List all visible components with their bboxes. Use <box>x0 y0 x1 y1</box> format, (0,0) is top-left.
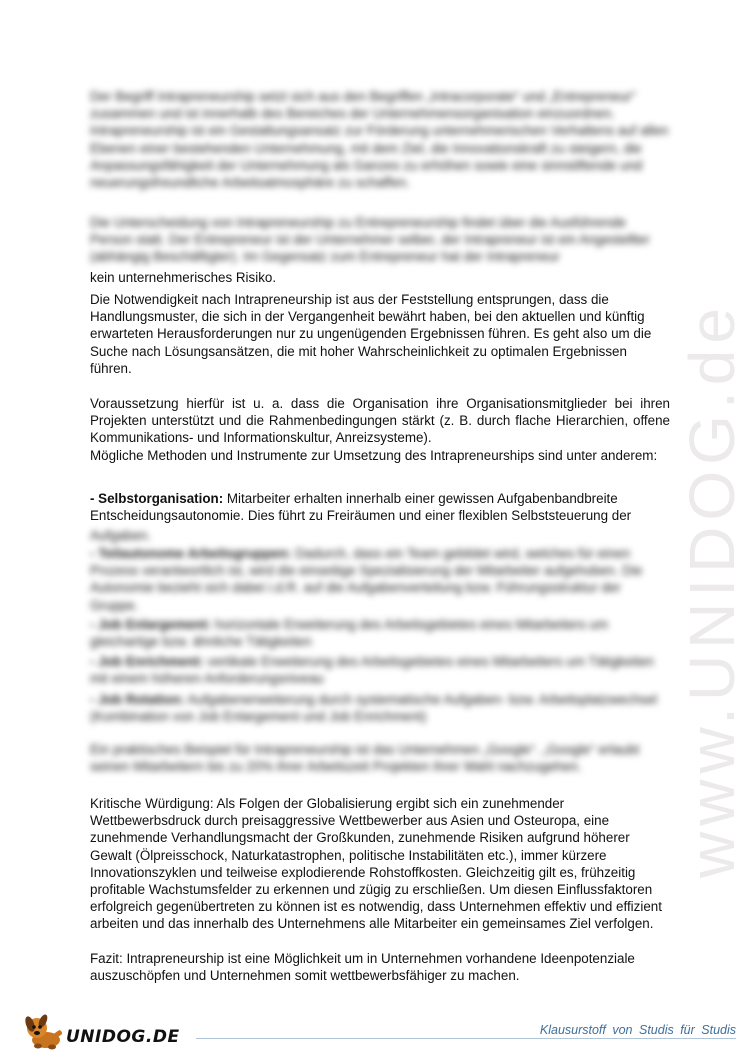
method-item <box>90 653 670 687</box>
footer-tagline: Klausurstoff von Studis für Studis <box>539 1023 736 1037</box>
distinction-paragraph: Die Unterscheidung von Intrapreneurship zu Entrepreneurship findet über die Ausführende Person statt. Der Entrepreneur ist der Unternehmer selber, der Intrapreneur ist ein Angestellter (abhängig Beschäftigter). Im Gegensatz zum Entrepreneur hat der Intrapreneur <box>90 215 650 265</box>
self-organisation-item <box>90 490 670 524</box>
unidog-logo[interactable] <box>22 1010 180 1050</box>
watermark: www.UNIDOG.de <box>676 302 748 878</box>
method-text: horizontale Erweiterung des Arbeitsgebietes eines Mitarbeiters um gleichartige bzw. ähnliche Tätigkeiten <box>90 617 608 650</box>
method-text: vertikale Erweiterung des Arbeitsgebietes eines Mitarbeiters um Tätigkeiten mit einem höheren Anforderungsniveau <box>90 654 654 687</box>
method-label: - Job Rotation: <box>90 692 185 707</box>
self-organisation-text: Mitarbeiter erhalten innerhalb einer gewissen Aufgabenbandbreite Entscheidungsautonomie. Dies führt zu Freiräumen und einer flexiblen Selbststeuerung der <box>90 491 632 524</box>
dog-mascot-icon <box>22 1010 68 1050</box>
method-item <box>90 616 670 650</box>
intro-paragraph: Der Begriff Intrapreneurship setzt sich aus den Begriffen „Intracorporate“ und „Entrepreneur“ zusammen und ist innerhalb des Bereiches der Unternehmensorganisation einzuordnen. Intrapreneurship ist ein Gestaltungsansatz zur Förderung unternehmerischen Verhaltens auf allen Ebenen einer bestehenden Unternehmung, mit dem Ziel, die Innovationskraft zu steigern, die Anpassungsfähigkeit der Unternehmung als Ganzes zu erhöhen sowie eine sinnstiftende und neuerungsfreundliche Arbeitsatmosphäre zu schaffen. <box>90 89 669 191</box>
prerequisite-paragraph: Voraussetzung hierfür ist u. a. dass die Organisation ihre Organisationsmitglieder bei ihren Projekten unterstützt und die Rahmenbedingungen stärkt (z. B. durch flache Hierarchien, offene Kommunikations- und Informationskultur, Anreizsysteme). <box>90 396 670 446</box>
logo-text: UNIDOG.DE <box>66 1027 180 1047</box>
method-text: Dadurch, dass ein Team gebildet wird, welches für einen Prozess verantwortlich ist, wird die einseitige Spezialisierung der Mitarbeiter aufgehoben. Die Autonomie bezieht sich dabei i.d.R. auf die Aufgabenverteilung bzw. Führungsstruktur der Gruppe. <box>90 546 643 613</box>
risk-line: kein unternehmerisches Risiko. <box>90 270 277 285</box>
necessity-paragraph: Die Notwendigkeit nach Intrapreneurship ist aus der Feststellung entsprungen, dass die Handlungsmuster, die sich in der Vergangenheit bewährt haben, bei den aktuellen und künftig erwarteten Herausforderungen nur zu ungenügenden Ergebnissen führen. Es geht also um die Suche nach Lösungsansätzen, die mit hoher Wahrscheinlichkeit zu optimalen Ergebnissen führen. <box>90 292 652 376</box>
self-organisation-end: Aufgaben. <box>90 528 152 543</box>
self-organisation-label: - Selbstorganisation: <box>90 491 224 506</box>
method-label: - Job Enrichment: <box>90 654 204 669</box>
methods-intro: Mögliche Methoden und Instrumente zur Umsetzung des Intrapreneurships sind unter anderem: <box>90 448 658 463</box>
critique-paragraph: Kritische Würdigung: Als Folgen der Globalisierung ergibt sich ein zunehmender Wettbewerbsdruck durch preisaggressive Wettbewerber aus Asien und Osteuropa, eine zunehmende Verhandlungsmacht der Großkunden, zunehmende Risiken aufgrund höherer Gewalt (Ölpreisschock, Naturkatastrophen, politische Instabilitäten etc.), immer kürzere Innovationszyklen und teilweise explodierende Rohstoffkosten. Gleichzeitig gilt es, frühzeitig profitable Wachstumsfelder zu erkennen und zügig zu erschließen. Um diesen Einflussfaktoren erfolgreich gegenübertreten zu können ist es notwendig, dass Unternehmen effektiv und effizient arbeiten und das innerhalb des Unternehmens alle Mitarbeiter ein gemeinsames Ziel verfolgen. <box>90 796 662 932</box>
method-label: - Teilautonome Arbeitsgruppen: <box>90 546 292 561</box>
method-text: Aufgabenerweiterung durch systematische Aufgaben- bzw. Arbeitsplatzwechsel (Kombination von Job Enlargement und Job Enrichment) <box>90 692 658 725</box>
method-item <box>90 545 670 614</box>
example-paragraph: Ein praktisches Beispiel für Intrapreneurship ist das Unternehmen „Google“. „Google“ erlaubt seinen Mitarbeitern bis zu 20% ihrer Arbeitszeit Projekten ihrer Wahl nachzugehen. <box>90 742 640 775</box>
footer-rule <box>196 1038 736 1039</box>
method-label: - Job Enlargement: <box>90 617 212 632</box>
method-item <box>90 691 670 725</box>
conclusion-paragraph: Fazit: Intrapreneurship ist eine Möglichkeit um in Unternehmen vorhandene Ideenpotenziale auszuschöpfen und Unternehmen somit wettbewerbsfähiger zu machen. <box>90 951 635 984</box>
